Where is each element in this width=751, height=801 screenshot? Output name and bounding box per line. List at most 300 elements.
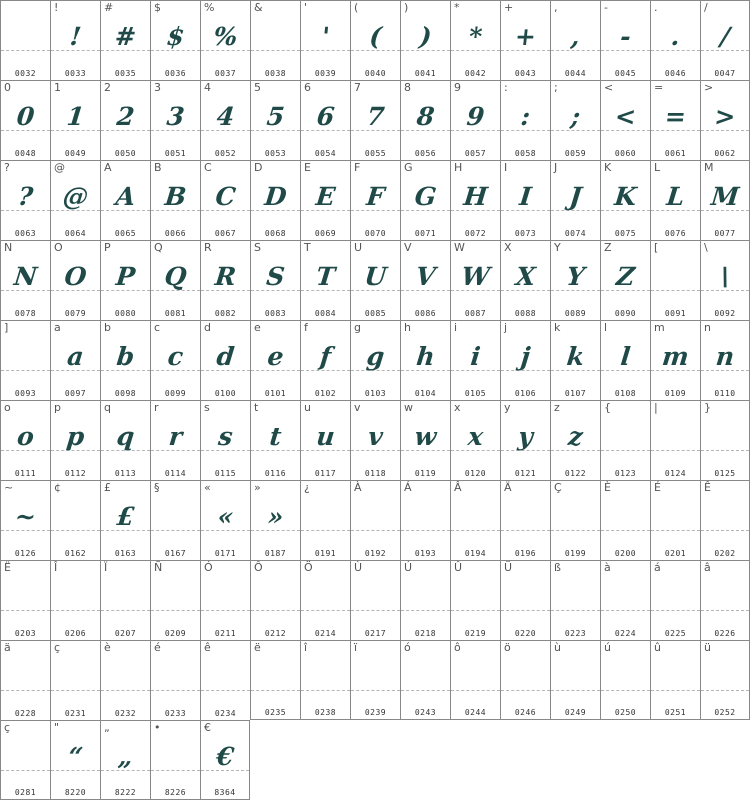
- char-label: ö: [504, 641, 511, 654]
- char-code: 0071: [414, 229, 437, 238]
- glyph-sample: $: [165, 22, 186, 51]
- glyph-cell: [150, 480, 200, 560]
- glyph-cell: [200, 320, 250, 400]
- char-label: Ç: [554, 481, 562, 494]
- char-code: 0116: [264, 469, 287, 478]
- glyph-sample: D: [263, 182, 288, 211]
- glyph-sample: >: [713, 102, 738, 131]
- glyph-cell: [500, 560, 550, 640]
- char-code: 0250: [614, 708, 637, 717]
- char-code: 0106: [514, 389, 537, 398]
- char-label: !: [54, 1, 59, 14]
- glyph-cell: [650, 480, 700, 560]
- char-label: \: [704, 241, 708, 254]
- char-code: 0107: [564, 389, 587, 398]
- char-label: w: [404, 401, 413, 414]
- char-label: •: [154, 721, 161, 734]
- char-code: 0123: [614, 469, 637, 478]
- char-label: €: [204, 721, 211, 734]
- char-code: 0090: [614, 309, 637, 318]
- glyph-sample: „: [116, 742, 135, 771]
- glyph-sample: J: [568, 182, 583, 211]
- char-code: 0171: [214, 549, 237, 558]
- char-code: 0124: [664, 469, 687, 478]
- char-code: 0097: [64, 389, 87, 398]
- char-label: Ï: [104, 561, 108, 574]
- char-code: 8226: [164, 788, 187, 797]
- char-code: 0065: [114, 229, 137, 238]
- glyph-sample: k: [565, 342, 586, 371]
- char-label: s: [204, 401, 210, 414]
- glyph-cell: [700, 240, 750, 320]
- glyph-sample: [499, 499, 552, 535]
- char-label: p: [54, 401, 61, 414]
- char-code: 0091: [664, 309, 687, 318]
- char-code: 0112: [64, 469, 87, 478]
- glyph-sample: [199, 659, 252, 695]
- glyph-cell: [0, 80, 50, 160]
- char-code: 0209: [164, 629, 187, 638]
- char-code: 0072: [464, 229, 487, 238]
- glyph-sample: [0, 659, 52, 695]
- glyph-cell: [650, 160, 700, 240]
- char-code: 0125: [714, 469, 736, 478]
- char-label: r: [154, 401, 159, 414]
- glyph-cell: [600, 0, 650, 80]
- glyph-cell: [0, 240, 50, 320]
- glyph-sample: t: [268, 422, 283, 451]
- glyph-cell: [250, 160, 300, 240]
- glyph-cell: [700, 400, 750, 480]
- glyph-sample: 2: [115, 102, 136, 131]
- char-code: 0032: [14, 69, 37, 78]
- glyph-sample: »: [266, 502, 285, 531]
- glyph-sample: V: [414, 262, 437, 291]
- glyph-sample: G: [413, 182, 438, 211]
- char-code: 0045: [614, 69, 637, 78]
- glyph-sample: [449, 659, 502, 695]
- char-label: „: [104, 721, 110, 734]
- char-code: 0058: [514, 149, 537, 158]
- char-label: C: [204, 161, 212, 174]
- char-code: 0078: [14, 309, 37, 318]
- char-label: ]: [4, 321, 9, 334]
- glyph-cell: [200, 160, 250, 240]
- char-code: 0163: [114, 549, 137, 558]
- glyph-cell: [50, 560, 100, 640]
- char-code: 0239: [364, 708, 387, 717]
- glyph-sample: ~: [13, 502, 38, 531]
- glyph-sample: c: [166, 342, 185, 371]
- glyph-sample: [699, 419, 751, 455]
- char-label: n: [704, 321, 711, 334]
- glyph-cell: [400, 80, 450, 160]
- glyph-cell: [50, 0, 100, 80]
- char-code: 0224: [614, 629, 637, 638]
- char-code: 0105: [464, 389, 487, 398]
- char-code: 0233: [164, 709, 187, 718]
- glyph-cell: [50, 160, 100, 240]
- glyph-cell: [200, 400, 250, 480]
- char-label: m: [654, 321, 665, 334]
- char-code: 0098: [114, 389, 137, 398]
- char-code: 0238: [314, 708, 337, 717]
- char-code: 0167: [164, 549, 187, 558]
- char-code: 0162: [64, 549, 87, 558]
- char-label: §: [154, 481, 160, 494]
- char-label: F: [354, 161, 361, 174]
- char-label: o: [4, 401, 11, 414]
- glyph-cell: [300, 160, 350, 240]
- char-label: R: [204, 241, 212, 254]
- glyph-sample: «: [216, 502, 235, 531]
- glyph-cell: [150, 400, 200, 480]
- glyph-sample: [649, 499, 702, 535]
- char-label: S: [254, 241, 261, 254]
- char-label: ¿: [304, 481, 310, 494]
- glyph-cell: [0, 0, 50, 80]
- char-label: ë: [254, 641, 261, 654]
- char-label: h: [404, 321, 411, 334]
- char-label: E: [304, 161, 311, 174]
- char-code: 0126: [14, 549, 37, 558]
- char-label: £: [104, 481, 111, 494]
- glyph-cell: [550, 0, 600, 80]
- glyph-cell: [500, 240, 550, 320]
- glyph-cell: [0, 480, 50, 560]
- char-label: A: [104, 161, 112, 174]
- char-label: È: [604, 481, 611, 494]
- glyph-cell: [0, 400, 50, 480]
- glyph-sample: @: [61, 182, 90, 211]
- char-code: 0232: [114, 709, 137, 718]
- glyph-sample: [0, 339, 52, 375]
- glyph-cell: [700, 80, 750, 160]
- char-label: G: [404, 161, 413, 174]
- char-code: 0243: [414, 708, 437, 717]
- glyph-cell: [250, 400, 300, 480]
- char-label: À: [354, 481, 362, 494]
- glyph-cell: [650, 320, 700, 400]
- char-code: 0068: [264, 229, 287, 238]
- char-code: 0214: [314, 629, 337, 638]
- char-code: 0111: [14, 469, 37, 478]
- glyph-sample: (: [368, 22, 383, 51]
- char-code: 0069: [314, 229, 337, 238]
- char-label: ù: [554, 641, 561, 654]
- glyph-cell: [200, 560, 250, 640]
- char-code: 0083: [264, 309, 287, 318]
- char-label: û: [654, 641, 661, 654]
- glyph-sample: :: [519, 102, 532, 131]
- char-label: â: [704, 561, 711, 574]
- glyph-sample: [649, 659, 702, 695]
- glyph-cell: [150, 560, 200, 640]
- char-code: 0041: [414, 69, 437, 78]
- glyph-cell: [600, 80, 650, 160]
- glyph-sample: [49, 499, 102, 535]
- glyph-cell: [550, 400, 600, 480]
- char-label: [: [654, 241, 659, 254]
- glyph-sample: E: [314, 182, 337, 211]
- glyph-cell: [700, 640, 750, 720]
- glyph-cell: [450, 640, 500, 720]
- char-code: 0252: [714, 708, 736, 717]
- char-code: 0187: [264, 549, 287, 558]
- glyph-cell: [50, 240, 100, 320]
- glyph-sample: f: [318, 342, 333, 371]
- char-code: 0053: [264, 149, 287, 158]
- glyph-cell: [600, 160, 650, 240]
- glyph-cell: [350, 640, 400, 720]
- char-label: ç: [4, 721, 11, 734]
- char-code: 0203: [14, 629, 37, 638]
- glyph-cell: [700, 480, 750, 560]
- char-code: 0044: [564, 69, 587, 78]
- glyph-sample: [699, 579, 751, 615]
- glyph-cell: [500, 640, 550, 720]
- char-code: 0055: [364, 149, 387, 158]
- glyph-sample: y: [516, 422, 535, 451]
- glyph-sample: .: [669, 22, 682, 51]
- char-label: ú: [604, 641, 611, 654]
- glyph-sample: 8: [415, 102, 436, 131]
- glyph-cell: [500, 80, 550, 160]
- char-label: à: [604, 561, 611, 574]
- glyph-cell: [100, 80, 150, 160]
- glyph-sample: [299, 499, 352, 535]
- char-code: 0088: [514, 309, 537, 318]
- char-label: H: [454, 161, 463, 174]
- glyph-sample: [649, 579, 702, 615]
- glyph-cell: [250, 640, 300, 720]
- char-code: 0109: [664, 389, 687, 398]
- glyph-cell: [650, 400, 700, 480]
- glyph-sample: 4: [215, 102, 236, 131]
- glyph-cell: [50, 400, 100, 480]
- char-code: 0119: [414, 469, 437, 478]
- char-code: 0113: [114, 469, 137, 478]
- glyph-sample: €: [214, 742, 236, 771]
- glyph-sample: +: [513, 22, 538, 51]
- char-label: y: [504, 401, 511, 414]
- char-label: 6: [304, 81, 311, 94]
- glyph-cell: [450, 480, 500, 560]
- char-label: t: [254, 401, 259, 414]
- char-label: Y: [554, 241, 561, 254]
- char-code: 0080: [114, 309, 137, 318]
- glyph-sample: #: [113, 22, 138, 51]
- glyph-cell: [250, 0, 300, 80]
- char-label: *: [454, 1, 460, 14]
- char-code: 0046: [664, 69, 687, 78]
- glyph-sample: B: [163, 182, 188, 211]
- glyph-sample: I: [518, 182, 533, 211]
- glyph-cell: [450, 80, 500, 160]
- char-code: 0086: [414, 309, 437, 318]
- char-label: ': [304, 1, 308, 14]
- char-label: Z: [604, 241, 612, 254]
- char-code: 0192: [364, 549, 387, 558]
- glyph-sample: q: [115, 422, 136, 451]
- char-label: ~: [4, 481, 14, 494]
- glyph-cell: [0, 320, 50, 400]
- glyph-cell: [400, 560, 450, 640]
- char-label: z: [554, 401, 560, 414]
- char-label: f: [304, 321, 308, 334]
- char-code: 0244: [464, 708, 487, 717]
- glyph-cell: [250, 80, 300, 160]
- glyph-sample: [149, 579, 202, 615]
- glyph-sample: [249, 19, 302, 55]
- glyph-sample: ?: [16, 182, 35, 211]
- glyph-sample: i: [469, 342, 482, 371]
- glyph-sample: X: [514, 262, 537, 291]
- char-code: 0217: [364, 629, 387, 638]
- char-code: 0082: [214, 309, 237, 318]
- glyph-cell: [200, 80, 250, 160]
- char-code: 0199: [564, 549, 587, 558]
- glyph-cell: [200, 240, 250, 320]
- char-code: 0042: [464, 69, 487, 78]
- char-label: B: [154, 161, 162, 174]
- glyph-cell: [100, 720, 150, 800]
- char-code: 0049: [64, 149, 87, 158]
- char-code: 0220: [514, 629, 537, 638]
- glyph-sample: \: [718, 262, 732, 291]
- char-label: j: [504, 321, 508, 334]
- glyph-sample: W: [459, 262, 492, 291]
- char-label: U: [354, 241, 363, 254]
- glyph-sample: [649, 419, 702, 455]
- glyph-cell: [500, 160, 550, 240]
- glyph-cell: [700, 160, 750, 240]
- char-label: «: [204, 481, 211, 494]
- char-code: 8220: [64, 788, 87, 797]
- char-code: 0251: [664, 708, 687, 717]
- glyph-cell: [600, 240, 650, 320]
- glyph-sample: *: [467, 22, 484, 51]
- glyph-cell: [400, 240, 450, 320]
- glyph-cell: [700, 560, 750, 640]
- char-label: Ó: [204, 561, 213, 574]
- char-label: @: [54, 161, 65, 174]
- glyph-sample: 3: [165, 102, 186, 131]
- char-label: T: [304, 241, 311, 254]
- char-code: 0212: [264, 629, 287, 638]
- glyph-sample: [299, 659, 352, 695]
- char-code: 0120: [464, 469, 487, 478]
- glyph-sample: p: [65, 422, 86, 451]
- char-code: 0115: [214, 469, 237, 478]
- char-label: 4: [204, 81, 211, 94]
- glyph-cell: [150, 0, 200, 80]
- glyph-sample: [449, 499, 502, 535]
- char-label: ï: [354, 641, 358, 654]
- char-code: 0077: [714, 229, 736, 238]
- glyph-cell: [650, 560, 700, 640]
- char-label: u: [304, 401, 311, 414]
- glyph-sample: P: [114, 262, 137, 291]
- char-code: 0085: [364, 309, 387, 318]
- char-code: 0066: [164, 229, 187, 238]
- glyph-cell: [550, 480, 600, 560]
- char-label: x: [454, 401, 461, 414]
- glyph-sample: o: [15, 422, 36, 451]
- char-code: 0193: [414, 549, 437, 558]
- char-code: 0074: [564, 229, 587, 238]
- glyph-sample: w: [413, 422, 438, 451]
- glyph-sample: [149, 499, 202, 535]
- glyph-cell: [50, 320, 100, 400]
- glyph-cell: [500, 0, 550, 80]
- char-code: 0092: [714, 309, 736, 318]
- char-label: :: [504, 81, 508, 94]
- glyph-sample: [199, 579, 252, 615]
- char-label: Ù: [354, 561, 363, 574]
- char-label: Ô: [254, 561, 263, 574]
- glyph-sample: %: [212, 22, 239, 51]
- char-label: b: [104, 321, 111, 334]
- char-label: Ñ: [154, 561, 163, 574]
- char-label: /: [704, 1, 708, 14]
- char-label: 9: [454, 81, 461, 94]
- glyph-sample: z: [566, 422, 585, 451]
- char-code: 0211: [214, 629, 237, 638]
- char-label: X: [504, 241, 512, 254]
- glyph-cell: [400, 400, 450, 480]
- char-label: Q: [154, 241, 163, 254]
- char-label: é: [154, 641, 161, 654]
- glyph-cell: [0, 560, 50, 640]
- glyph-sample: S: [264, 262, 287, 291]
- char-code: 0040: [364, 69, 387, 78]
- char-label: ¢: [54, 481, 61, 494]
- glyph-sample: r: [167, 422, 184, 451]
- char-label: a: [54, 321, 61, 334]
- glyph-cell: [100, 560, 150, 640]
- glyph-cell: [50, 720, 100, 800]
- glyph-cell: [700, 320, 750, 400]
- char-code: 0249: [564, 708, 587, 717]
- char-label: Û: [454, 561, 463, 574]
- glyph-sample: £: [115, 502, 136, 531]
- glyph-sample: ): [418, 22, 433, 51]
- char-label: .: [654, 1, 658, 14]
- glyph-cell: [300, 80, 350, 160]
- char-label: 1: [54, 81, 61, 94]
- glyph-cell: [250, 320, 300, 400]
- char-code: 0202: [714, 549, 736, 558]
- char-code: 0191: [314, 549, 337, 558]
- char-label: Ú: [404, 561, 413, 574]
- glyph-cell: [150, 240, 200, 320]
- glyph-cell: [500, 320, 550, 400]
- glyph-sample: Y: [565, 262, 586, 291]
- glyph-sample: ;: [569, 102, 582, 131]
- char-label: l: [604, 321, 608, 334]
- char-code: 0051: [164, 149, 187, 158]
- char-label: Â: [454, 481, 462, 494]
- glyph-sample: [549, 499, 602, 535]
- char-label: $: [154, 1, 161, 14]
- char-label: (: [354, 1, 359, 14]
- glyph-sample: [599, 499, 652, 535]
- glyph-cell: [300, 240, 350, 320]
- char-code: 0101: [264, 389, 287, 398]
- char-code: 0223: [564, 629, 587, 638]
- glyph-cell: [600, 640, 650, 720]
